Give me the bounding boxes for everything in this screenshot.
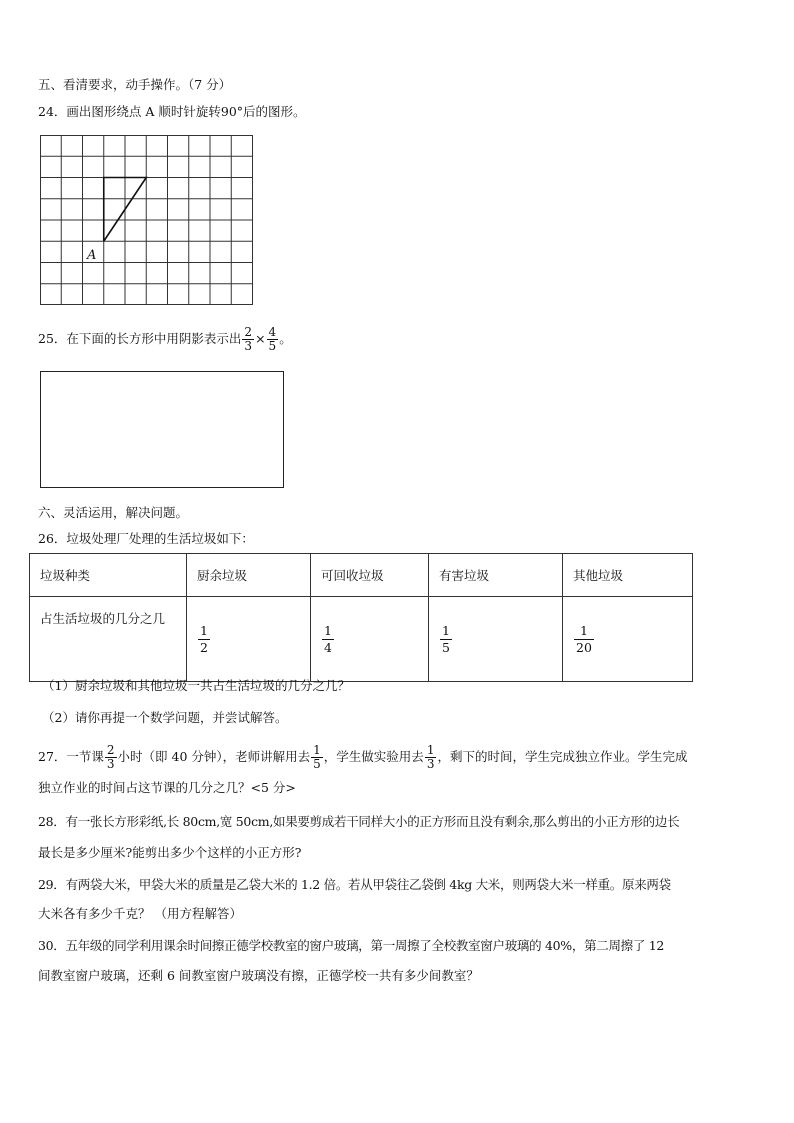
table-header-cell: 厨余垃圾 xyxy=(187,554,311,597)
waste-table xyxy=(29,553,693,682)
table-cell: $\frac{1}{2}$ xyxy=(187,597,311,682)
table-row xyxy=(30,597,693,682)
table-header-cell: 垃圾种类 xyxy=(30,554,187,597)
fraction-1-3: $\frac{1}{3}$ xyxy=(426,743,435,771)
rotation-grid xyxy=(40,135,253,305)
table-cell: $\frac{1}{4}$ xyxy=(311,597,429,682)
q30-line1: 30．五年级的同学利用课余时间擦正德学校教室的窗户玻璃，第一周擦了全校教室窗户玻璃的 40%，第二周擦了 12 xyxy=(38,938,665,953)
q27-line1: 27．一节课 $\frac{2}{3}$ 小时（即 40 分钟），老师讲解用去 $\frac{1}{5}$ ，学生做实验用去 $\frac{1}{3}$ ，剩下的时间，学生完成独立作业。学生完成 xyxy=(38,743,688,771)
q26-sub1: （1）厨余垃圾和其他垃圾一共占生活垃圾的几分之几？ xyxy=(42,678,350,693)
q29-line1: 29．有两袋大米，甲袋大米的质量是乙袋大米的 1.2 倍。若从甲袋往乙袋倒 4kg 大米，则两袋大米一样重。原来两袋 xyxy=(38,877,671,892)
q30-line2: 间教室窗户玻璃，还剩 6 间教室窗户玻璃没有擦，正德学校一共有多少间教室？ xyxy=(38,968,479,983)
q29-line2: 大米各有多少千克？ （用方程解答） xyxy=(38,906,242,921)
q26-text: 26．垃圾处理厂处理的生活垃圾如下： xyxy=(38,531,254,546)
table-header-cell: 其他垃圾 xyxy=(563,554,693,597)
fraction-1-5: $\frac{1}{5}$ xyxy=(313,743,321,771)
table-header-row xyxy=(30,554,693,597)
section5-heading: 五、看清要求，动手操作。（7 分） xyxy=(38,77,232,92)
table-cell: $\frac{1}{20}$ xyxy=(563,597,693,682)
shading-rectangle[interactable] xyxy=(40,371,284,488)
table-header-cell: 有害垃圾 xyxy=(429,554,563,597)
table-cell: $\frac{1}{5}$ xyxy=(429,597,563,682)
table-header-cell: 可回收垃圾 xyxy=(311,554,429,597)
q24-text: 24．画出图形绕点 A 顺时针旋转90°后的图形。 xyxy=(38,104,306,119)
point-a-label: A xyxy=(87,248,97,263)
section6-heading: 六、灵活运用，解决问题。 xyxy=(38,505,189,520)
fraction-2-3: $\frac{2}{3}$ xyxy=(244,325,253,353)
q28-line2: 最长是多少厘米?能剪出多少个这样的小正方形? xyxy=(38,845,302,860)
q25-text: 25．在下面的长方形中用阴影表示出 $\frac{2}{3}$ × $\frac{4}{5}$ 。 xyxy=(38,325,292,353)
grid-lines xyxy=(40,135,253,305)
row-label: 占生活垃圾的几分之几 xyxy=(30,597,187,682)
fraction-4-5: $\frac{4}{5}$ xyxy=(268,325,277,353)
q26-sub2: （2）请你再提一个数学问题，并尝试解答。 xyxy=(42,710,288,725)
fraction-2-3: $\frac{2}{3}$ xyxy=(106,743,115,771)
q27-line2: 独立作业的时间占这节课的几分之几？<5 分> xyxy=(38,780,296,795)
q28-line1: 28．有一张长方形彩纸,长 80cm,宽 50cm,如果要剪成若干同样大小的正方形而且没有剩余,那么剪出的小正方形的边长 xyxy=(38,814,680,829)
